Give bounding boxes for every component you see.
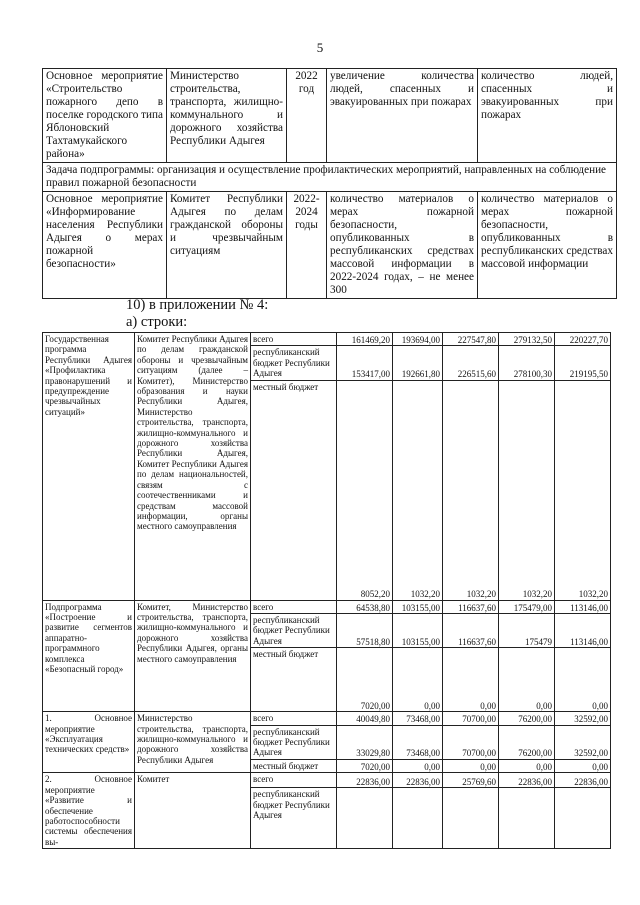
value-cell (555, 788, 611, 849)
table-row (43, 192, 617, 299)
funding-source: всего (251, 333, 337, 346)
value-cell: 0,00 (555, 759, 611, 772)
funding-source: всего (251, 600, 337, 613)
expected-result: количество материалов о мерах пожарной безопасности, опубликованных в республиканских средствах массовой информации в 2022-2024 годах, – не менее 300 (327, 192, 478, 299)
indicator: количество материалов о мерах пожарной безопасности, опубликованных в республиканских средствах массовой информации (478, 192, 617, 299)
value-cell: 113146,00 (555, 614, 611, 648)
period: 2022 год (287, 69, 327, 163)
value-cell: 73468,00 (393, 725, 443, 759)
measure-name: Основное мероприятие «Информирование населения Республики Адыгея о мерах пожарной безопасности» (43, 192, 167, 299)
value-cell: 161469,20 (337, 333, 393, 346)
value-cell (337, 788, 393, 849)
period: 2022-2024 годы (287, 192, 327, 299)
measure-name: 2. Основное мероприятие «Развитие и обеспечение работоспособности системы обеспечения вы- (43, 773, 135, 849)
section-heading: 10) в приложении № 4: (126, 297, 269, 313)
subprogram-name: Подпрограмма «Построение и развитие сегментов аппаратно-программного комплекса «Безопасный город» (43, 600, 135, 712)
value-cell: 8052,20 (337, 380, 393, 600)
value-cell: 220227,70 (555, 333, 611, 346)
value-cell: 113146,00 (555, 600, 611, 613)
value-cell: 0,00 (393, 759, 443, 772)
measure-name: Основное мероприятие «Строительство пожарного депо в поселке городского типа Яблоновский Тахтамукайского района» (43, 69, 167, 163)
value-cell: 193694,00 (393, 333, 443, 346)
value-cell: 103155,00 (393, 600, 443, 613)
value-cell: 278100,30 (499, 346, 555, 380)
value-cell: 0,00 (499, 759, 555, 772)
value-cell: 116637,60 (443, 614, 499, 648)
table-row (43, 773, 611, 788)
value-cell: 64538,80 (337, 600, 393, 613)
page-number: 5 (316, 40, 324, 55)
value-cell: 0,00 (393, 648, 443, 712)
executor: Комитет Республики Адыгея по делам гражданской обороны и чрезвычайным ситуациям (167, 192, 287, 299)
funding-source: республиканский бюджет Республики Адыгея (251, 788, 337, 849)
value-cell: 226515,60 (443, 346, 499, 380)
value-cell: 227547,80 (443, 333, 499, 346)
value-cell (393, 788, 443, 849)
value-cell: 0,00 (555, 648, 611, 712)
table-row (43, 69, 617, 163)
value-cell: 0,00 (499, 648, 555, 712)
value-cell: 32592,00 (555, 712, 611, 725)
value-cell: 76200,00 (499, 712, 555, 725)
value-cell: 22836,00 (393, 773, 443, 788)
funding-source: республиканский бюджет Республики Адыгея (251, 346, 337, 380)
funding-table (42, 332, 611, 849)
subprogram-task: Задача подпрограммы: организация и осуществление профилактических мероприятий, направленных на соблюдение правил пожарной безопасности (43, 163, 617, 192)
executor: Министерство строительства, транспорта, жилищно-коммунального и дорожного хозяйства Республики Адыгея (167, 69, 287, 163)
value-cell: 0,00 (443, 648, 499, 712)
expected-result: увеличение количества людей, спасенных и эвакуированных при пожарах (327, 69, 478, 163)
measure-executor: Министерство строительства, транспорта, жилищно-коммунального и дорожного хозяйства Республики Адыгея (135, 712, 251, 773)
value-cell: 175479,00 (499, 600, 555, 613)
value-cell: 57518,80 (337, 614, 393, 648)
table-row (43, 600, 611, 613)
value-cell: 192661,80 (393, 346, 443, 380)
value-cell: 40049,80 (337, 712, 393, 725)
value-cell: 7020,00 (337, 648, 393, 712)
section-subheading: а) строки: (126, 314, 188, 330)
program-executors: Комитет Республики Адыгея по делам гражданской обороны и чрезвычайным ситуациям (далее – Комитет), Министерство образования и науки Республики Адыгея, Министерство строительства, транспорта, жилищно-коммунального и дорожного хозяйства Республики Адыгея, Комитет Республики Адыгея по делам национальностей, связям с соотечественниками и средствам массовой информации, органы местного самоуправления (135, 333, 251, 601)
value-cell: 22836,00 (337, 773, 393, 788)
value-cell: 76200,00 (499, 725, 555, 759)
measure-name: 1. Основное мероприятие «Эксплуатация технических средств» (43, 712, 135, 773)
table-row (43, 333, 611, 346)
value-cell: 1032,20 (393, 380, 443, 600)
value-cell: 279132,50 (499, 333, 555, 346)
value-cell: 116637,60 (443, 600, 499, 613)
funding-source: местный бюджет (251, 380, 337, 600)
funding-source: всего (251, 773, 337, 788)
value-cell: 1032,20 (555, 380, 611, 600)
value-cell: 33029,80 (337, 725, 393, 759)
value-cell: 153417,00 (337, 346, 393, 380)
targets-table (42, 68, 617, 299)
value-cell: 22836,00 (499, 773, 555, 788)
value-cell: 0,00 (443, 759, 499, 772)
funding-source: республиканский бюджет Республики Адыгея (251, 614, 337, 648)
funding-source: всего (251, 712, 337, 725)
value-cell: 22836,00 (555, 773, 611, 788)
value-cell: 32592,00 (555, 725, 611, 759)
program-name: Государственная программа Республики Адыгея «Профилактика правонарушений и предупреждение чрезвычайных ситуаций» (43, 333, 135, 601)
value-cell: 175479 (499, 614, 555, 648)
funding-source: местный бюджет (251, 759, 337, 772)
task-row (43, 163, 617, 192)
value-cell (499, 788, 555, 849)
funding-source: республиканский бюджет Республики Адыгея (251, 725, 337, 759)
value-cell: 219195,50 (555, 346, 611, 380)
value-cell: 70700,00 (443, 725, 499, 759)
value-cell: 25769,60 (443, 773, 499, 788)
subprogram-executors: Комитет, Министерство строительства, транспорта, жилищно-коммунального и дорожного хозяйства Республики Адыгея, органы местного самоуправления (135, 600, 251, 712)
value-cell: 70700,00 (443, 712, 499, 725)
value-cell: 103155,00 (393, 614, 443, 648)
value-cell (443, 788, 499, 849)
value-cell: 7020,00 (337, 759, 393, 772)
funding-source: местный бюджет (251, 648, 337, 712)
value-cell: 73468,00 (393, 712, 443, 725)
indicator: количество людей, спасенных и эвакуированных при пожарах (478, 69, 617, 163)
table-row (43, 712, 611, 725)
value-cell: 1032,20 (499, 380, 555, 600)
measure-executor: Комитет (135, 773, 251, 849)
value-cell: 1032,20 (443, 380, 499, 600)
